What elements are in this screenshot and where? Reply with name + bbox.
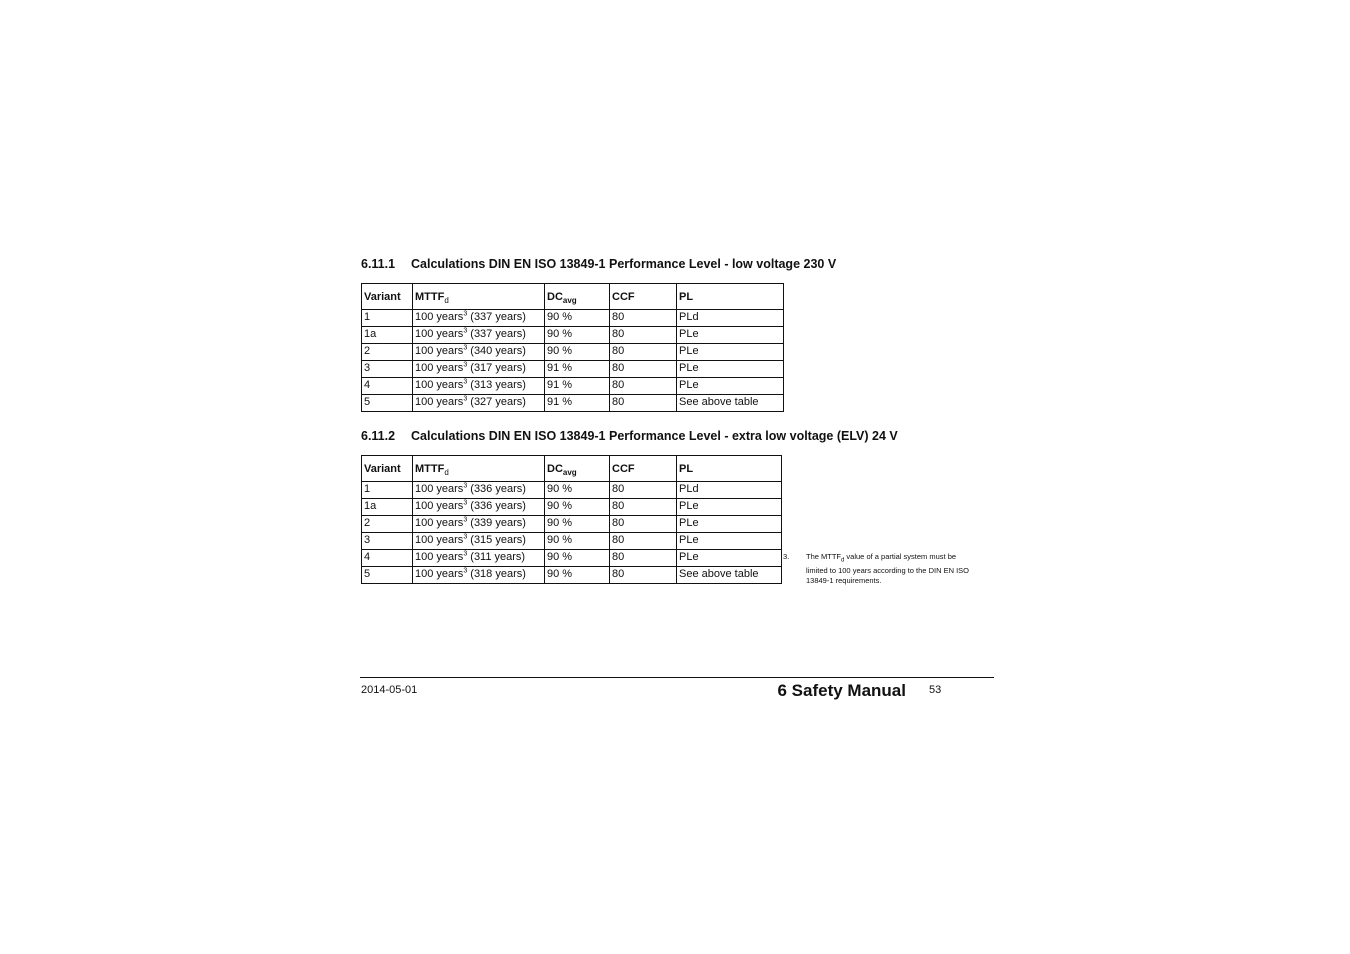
- cell-pl: PLd: [677, 482, 782, 499]
- section-title: Calculations DIN EN ISO 13849-1 Performance Level - extra low voltage (ELV) 24 V: [411, 429, 898, 443]
- table-row: [362, 482, 782, 499]
- cell-variant: 1: [362, 310, 413, 327]
- header-dc: $DC_{avg}$: [545, 284, 610, 310]
- cell-pl: See above table: [677, 395, 784, 412]
- table-row: [362, 395, 784, 412]
- footnote-ref: 3: [463, 395, 468, 403]
- header-pl: PL: [677, 456, 782, 482]
- header-ccf: CCF: [610, 284, 677, 310]
- cell-dc: 90 %: [545, 516, 610, 533]
- section-number: 6.11.2: [361, 429, 396, 443]
- header-mttf: $MTTF_d$: [413, 456, 545, 482]
- cell-variant: 2: [362, 516, 413, 533]
- cell-dc: 91 %: [545, 395, 610, 412]
- cell-dc: 90 %: [545, 533, 610, 550]
- footer-divider: [360, 677, 994, 678]
- cell-mttf: 100 years$^3$ (339 years): [413, 516, 545, 533]
- footnote-ref: 3: [463, 482, 468, 490]
- header-mttf: $MTTF_d$: [413, 284, 545, 310]
- cell-pl: PLe: [677, 533, 782, 550]
- cell-mttf: 100 years$^3$ (340 years): [413, 344, 545, 361]
- footnote-ref: 3: [463, 550, 468, 558]
- table-body: [362, 310, 784, 412]
- cell-ccf: 80: [610, 310, 677, 327]
- table-row: [362, 378, 784, 395]
- header-dc: $DC_{avg}$: [545, 456, 610, 482]
- cell-dc: 91 %: [545, 361, 610, 378]
- cell-variant: 1: [362, 482, 413, 499]
- section-number: 6.11.1: [361, 257, 396, 271]
- header-pl: PL: [677, 284, 784, 310]
- cell-mttf: 100 years$^3$ (337 years): [413, 327, 545, 344]
- cell-ccf: 80: [610, 378, 677, 395]
- table-row: [362, 361, 784, 378]
- cell-dc: 90 %: [545, 550, 610, 567]
- cell-pl: PLd: [677, 310, 784, 327]
- cell-ccf: 80: [610, 395, 677, 412]
- cell-pl: See above table: [677, 567, 782, 584]
- cell-ccf: 80: [610, 482, 677, 499]
- cell-pl: PLe: [677, 550, 782, 567]
- footer-chapter-title: 6 Safety Manual: [777, 681, 906, 700]
- table-row: [362, 310, 784, 327]
- footnote-ref: 3: [463, 567, 468, 575]
- footer-date: 2014-05-01: [361, 684, 418, 696]
- cell-variant: 5: [362, 395, 413, 412]
- cell-pl: PLe: [677, 516, 782, 533]
- cell-variant: 4: [362, 378, 413, 395]
- cell-ccf: 80: [610, 533, 677, 550]
- cell-variant: 4: [362, 550, 413, 567]
- header-ccf: CCF: [610, 456, 677, 482]
- cell-pl: PLe: [677, 344, 784, 361]
- footnote-ref: 3: [463, 361, 468, 369]
- footnote-ref: 3: [463, 378, 468, 386]
- cell-dc: 91 %: [545, 378, 610, 395]
- cell-mttf: 100 years$^3$ (313 years): [413, 378, 545, 395]
- section-heading-6-11-2: [361, 429, 898, 443]
- cell-variant: 1a: [362, 499, 413, 516]
- cell-mttf: 100 years$^3$ (318 years): [413, 567, 545, 584]
- table-header-row: [362, 284, 784, 310]
- cell-dc: 90 %: [545, 482, 610, 499]
- cell-variant: 1a: [362, 327, 413, 344]
- footnote-ref: 3: [463, 499, 468, 507]
- cell-ccf: 80: [610, 516, 677, 533]
- footnote-ref: 3: [463, 516, 468, 524]
- cell-ccf: 80: [610, 499, 677, 516]
- cell-mttf: 100 years$^3$ (336 years): [413, 482, 545, 499]
- cell-dc: 90 %: [545, 327, 610, 344]
- cell-pl: PLe: [677, 361, 784, 378]
- cell-mttf: 100 years$^3$ (315 years): [413, 533, 545, 550]
- table-row: [362, 344, 784, 361]
- performance-table-low-voltage: [361, 283, 784, 412]
- cell-ccf: 80: [610, 327, 677, 344]
- cell-variant: 3: [362, 533, 413, 550]
- footnote-ref: 3: [463, 310, 468, 318]
- cell-mttf: 100 years$^3$ (327 years): [413, 395, 545, 412]
- cell-ccf: 80: [610, 344, 677, 361]
- footnote-ref: 3: [463, 533, 468, 541]
- header-variant: Variant: [362, 456, 413, 482]
- table-row: [362, 533, 782, 550]
- cell-ccf: 80: [610, 361, 677, 378]
- cell-dc: 90 %: [545, 499, 610, 516]
- table-header-row: [362, 456, 782, 482]
- section-heading-6-11-1: [361, 257, 836, 271]
- table-row: [362, 516, 782, 533]
- cell-dc: 90 %: [545, 344, 610, 361]
- cell-mttf: 100 years$^3$ (317 years): [413, 361, 545, 378]
- cell-mttf: 100 years$^3$ (311 years): [413, 550, 545, 567]
- page-number: 53: [929, 684, 942, 696]
- footnote-number: 3.: [783, 552, 790, 561]
- performance-table-extra-low-voltage: [361, 455, 782, 584]
- cell-pl: PLe: [677, 378, 784, 395]
- footnote-ref: 3: [463, 344, 468, 352]
- table-row: [362, 550, 782, 567]
- table-row: [362, 567, 782, 584]
- table-row: [362, 499, 782, 516]
- cell-variant: 5: [362, 567, 413, 584]
- cell-pl: PLe: [677, 499, 782, 516]
- table-body: [362, 482, 782, 584]
- header-variant: Variant: [362, 284, 413, 310]
- cell-ccf: 80: [610, 567, 677, 584]
- cell-dc: 90 %: [545, 310, 610, 327]
- cell-pl: PLe: [677, 327, 784, 344]
- footnote-text: The $MTTF_d$ value of a partial system must be limited to 100 years according to the DIN EN ISO 13849-1 requirements.: [806, 552, 969, 585]
- cell-mttf: 100 years$^3$ (336 years): [413, 499, 545, 516]
- section-title: Calculations DIN EN ISO 13849-1 Performance Level - low voltage 230 V: [411, 257, 837, 271]
- cell-ccf: 80: [610, 550, 677, 567]
- cell-mttf: 100 years$^3$ (337 years): [413, 310, 545, 327]
- table-row: [362, 327, 784, 344]
- cell-variant: 3: [362, 361, 413, 378]
- footnote-ref: 3: [463, 327, 468, 335]
- cell-variant: 2: [362, 344, 413, 361]
- cell-dc: 90 %: [545, 567, 610, 584]
